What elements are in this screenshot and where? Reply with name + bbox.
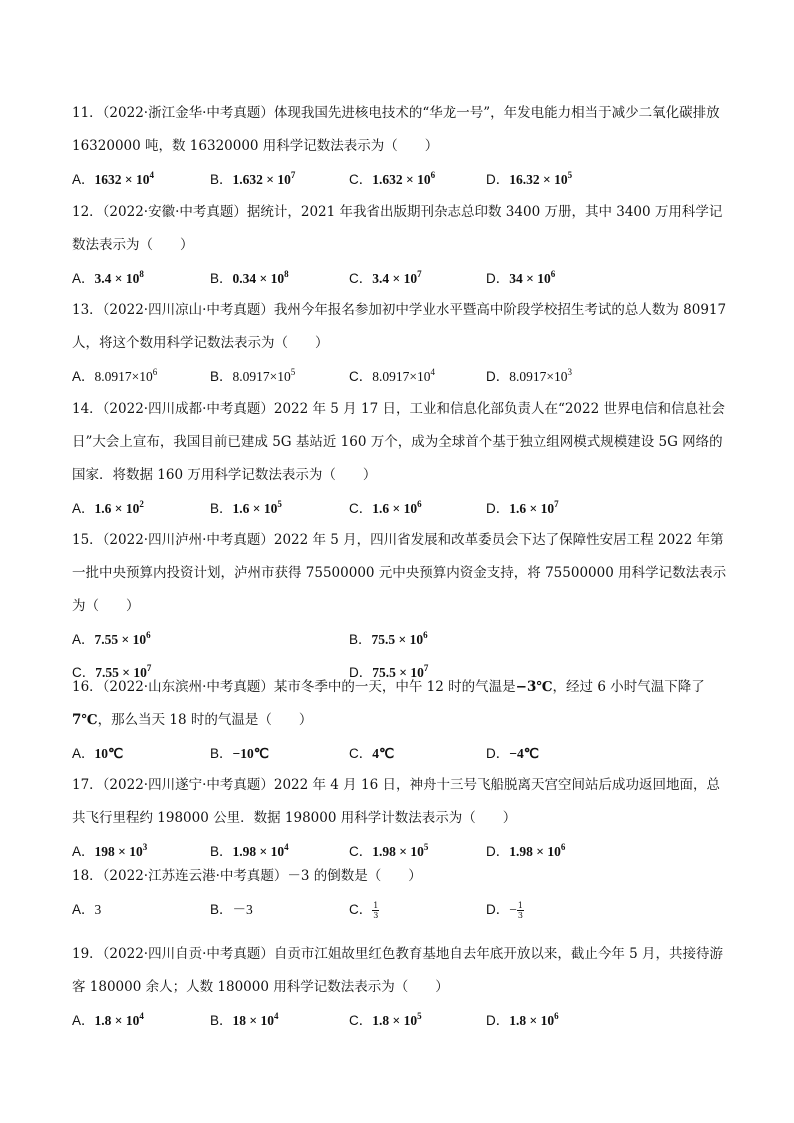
- question-17: [72, 769, 732, 868]
- option-a: A．3: [72, 902, 102, 917]
- options-row: [72, 737, 732, 770]
- option-a: A．$1.8 \times 10^4$: [72, 1011, 144, 1028]
- question-stem: 15．（2022·四川泸州·中考真题）2022 年 5 月，四川省发展和改革委员会下达了保障性安居工程 2022 年第一批中央预算内投资计划，泸州市获得 75500000 元中央预算内资金支持，将 75500000 用科学记数法表示为（ ）: [72, 532, 727, 614]
- option-d: D．$1.98 \times 10^6$: [486, 842, 566, 859]
- option-c: C．$1.98 \times 10^5$: [349, 842, 429, 859]
- option-d: D．$75.5 \times 10^7$: [349, 663, 429, 680]
- option-a: A．10℃: [72, 746, 124, 761]
- options-row: [72, 623, 732, 656]
- question-13: [72, 294, 732, 393]
- option-b: B．$1.98 \times 10^4$: [210, 842, 289, 859]
- question-stem: 18．（2022·江苏连云港·中考真题）－3 的倒数是（ ）: [72, 868, 422, 884]
- option-a: A．$7.55 \times 10^6$: [72, 630, 151, 647]
- question-11: [72, 97, 732, 196]
- question-stem: 11．（2022·浙江金华·中考真题）体现我国先进核电技术的“华龙一号”，年发电能力相当于减少二氧化碳排放 16320000 吨，数 16320000 用科学记数法表示为（ ）: [72, 105, 720, 154]
- options-row: [72, 492, 732, 525]
- option-c: C．$3.4 \times 10^7$: [349, 269, 422, 286]
- fraction: $\frac{1}{3}$: [517, 901, 523, 920]
- option-c: C．$8.0917\times 10^4$: [349, 367, 435, 384]
- question-stem: 19．（2022·四川自贡·中考真题）自贡市江姐故里红色教育基地自去年底开放以来，截止今年 5 月，共接待游客 180000 余人；人数 180000 用科学记数法表示为（ ）: [72, 946, 724, 995]
- option-d: D．$8.0917\times 10^3$: [486, 367, 572, 384]
- option-d: D．$16.32 \times 10^5$: [486, 170, 573, 187]
- fraction: $\frac{1}{3}$: [373, 901, 379, 920]
- question-16: [72, 671, 732, 770]
- option-b: B．−10℃: [210, 746, 269, 761]
- option-a: A．$8.0917\times 10^6$: [72, 367, 158, 384]
- option-c: C． $\frac{1}{3}$: [349, 901, 379, 920]
- question-18: [72, 860, 732, 926]
- option-d: D．−4℃: [486, 746, 539, 761]
- options-row: [72, 360, 732, 393]
- option-a: A．$198 \times 10^3$: [72, 842, 148, 859]
- option-c: C．$1.632 \times 10^6$: [349, 170, 436, 187]
- question-12: [72, 196, 732, 295]
- option-d: D．$34 \times 10^6$: [486, 269, 556, 286]
- question-15: [72, 524, 732, 689]
- question-stem: 13．（2022·四川凉山·中考真题）我州今年报名参加初中学业水平暨高中阶段学校招生考试的总人数为 80917 人，将这个数用科学记数法表示为（ ）: [72, 302, 727, 351]
- option-d: D．$1.8 \times 10^6$: [486, 1011, 559, 1028]
- options-row: [72, 1004, 732, 1037]
- option-b: B．$1.632 \times 10^7$: [210, 170, 296, 187]
- option-a: A．$3.4 \times 10^8$: [72, 269, 144, 286]
- option-a: A．$1.6 \times 10^2$: [72, 499, 144, 516]
- option-c: C．$7.55 \times 10^7$: [72, 663, 152, 680]
- option-b: B．$0.34 \times 10^8$: [210, 269, 289, 286]
- option-d: D．$1.6 \times 10^7$: [486, 499, 559, 516]
- option-b: B．$18 \times 10^4$: [210, 1011, 279, 1028]
- option-c: C．4℃: [349, 746, 395, 761]
- option-a: A．$1632 \times 10^4$: [72, 170, 154, 187]
- option-b: B．$75.5 \times 10^6$: [349, 630, 428, 647]
- option-c: C．$1.8 \times 10^5$: [349, 1011, 422, 1028]
- question-stem: 17．（2022·四川遂宁·中考真题）2022 年 4 月 16 日，神舟十三号飞船脱离天宫空间站后成功返回地面，总共飞行里程约 198000 公里．数据 198000 用科学计数法表示为（ ）: [72, 777, 720, 826]
- options-row: [72, 893, 732, 926]
- option-b: B．$8.0917\times 10^5$: [210, 367, 296, 384]
- question-19: [72, 938, 732, 1037]
- option-d: D．− $\frac{1}{3}$: [486, 901, 523, 920]
- option-b: B．$1.6 \times 10^5$: [210, 499, 282, 516]
- options-row: [72, 262, 732, 295]
- question-14: [72, 393, 732, 525]
- option-c: C．$1.6 \times 10^6$: [349, 499, 422, 516]
- question-stem: 14．（2022·四川成都·中考真题）2022 年 5 月 17 日，工业和信息化部负责人在“2022 世界电信和信息社会日”大会上宣布，我国目前已建成 5G 基站近 160 万个，成为全球首个基于独立组网模式规模建设 5G 网络的国家．将数据 160 万用科学记数法表示为（ ）: [72, 401, 725, 483]
- question-stem: 16．（2022·山东滨州·中考真题）某市冬季中的一天，中午 12 时的气温是−3℃，经过 6 小时气温下降了7℃，那么当天 18 时的气温是（ ）: [72, 679, 705, 728]
- question-stem: 12．（2022·安徽·中考真题）据统计，2021 年我省出版期刊杂志总印数 3400 万册，其中 3400 万用科学记数法表示为（ ）: [72, 204, 723, 253]
- options-row: [72, 163, 732, 196]
- option-b: B．－3: [210, 902, 253, 917]
